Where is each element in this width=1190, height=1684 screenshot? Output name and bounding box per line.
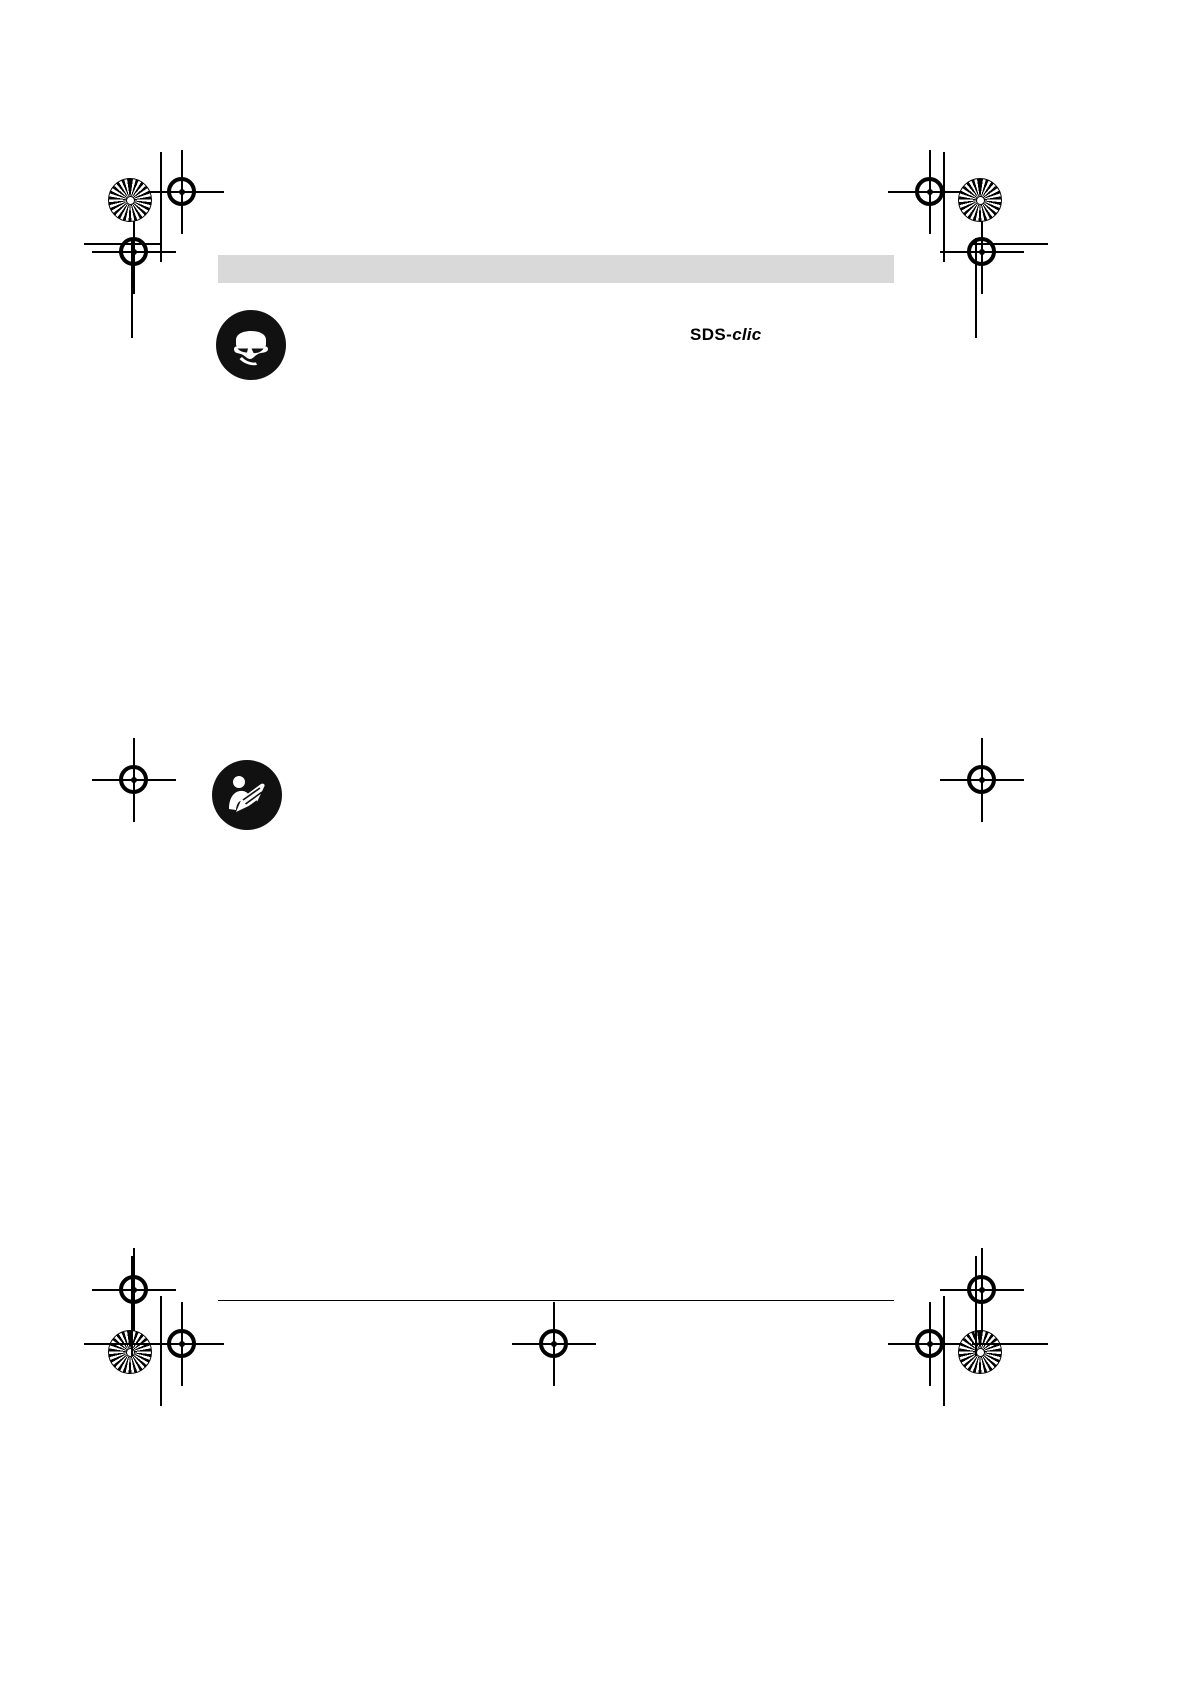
sds-clic-logo-bold: SDS- [690,325,733,344]
trim-line [975,1256,977,1356]
registration-mark [92,210,176,294]
safety-goggles-icon [216,310,286,380]
trim-line [84,1343,160,1345]
star-target-mark [958,178,1002,222]
trim-line [972,243,1048,245]
registration-mark [512,1302,596,1386]
trim-line [160,152,162,262]
sds-clic-logo [690,325,761,345]
trim-line [972,1343,1048,1345]
read-manual-icon [212,760,282,830]
registration-mark [92,738,176,822]
trim-line [943,1296,945,1406]
trim-line [84,243,160,245]
trim-line [975,238,977,338]
sds-clic-logo-italic: clic [732,325,762,344]
wear-eye-protection-pictogram [216,310,286,380]
trim-line [943,152,945,262]
trim-line [131,238,133,338]
read-instructions-pictogram [212,760,282,830]
trim-line [131,1256,133,1356]
registration-mark [940,738,1024,822]
trim-line [160,1296,162,1406]
registration-mark [940,210,1024,294]
star-target-mark [108,1330,152,1374]
star-target-mark [958,1330,1002,1374]
star-target-mark [108,178,152,222]
header-band [218,255,894,283]
